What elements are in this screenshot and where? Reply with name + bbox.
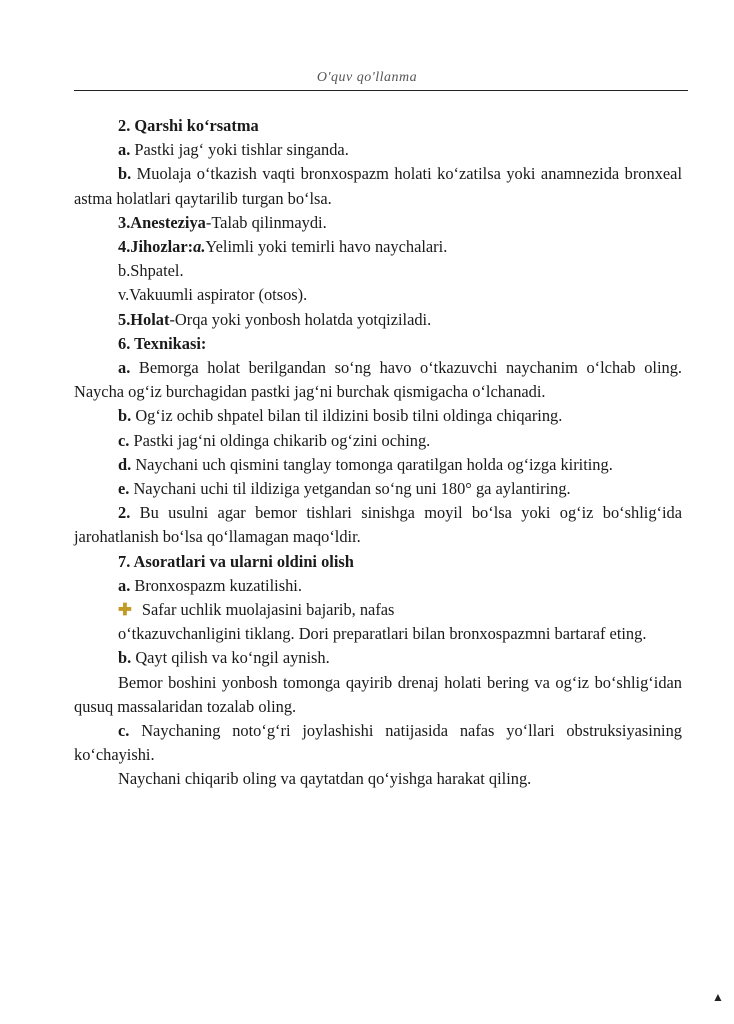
page-body xyxy=(74,114,682,792)
corner-arrow-icon: ▲ xyxy=(712,990,724,1004)
item-label: a. xyxy=(118,358,131,378)
complications-b-continuation: Bemor boshini yonbosh tomonga qayirib drenaj holati bering va og‘iz bo‘shlig‘idan qusuq massalaridan tozalab oling. xyxy=(74,672,682,716)
technique-item-b xyxy=(74,404,682,428)
item-label: b. xyxy=(118,406,132,426)
item-text: Og‘iz ochib shpatel bilan til ildizini bosib tilni oldinga chiqaring. xyxy=(131,406,563,426)
section-label: 4.Jihozlar: xyxy=(118,237,194,257)
technique-item-e xyxy=(74,477,682,501)
running-title: O'quv qo'llanma xyxy=(316,70,418,85)
section-contraindications-title: 2. Qarshi ko‘rsatma xyxy=(118,116,259,135)
technique-item-a xyxy=(74,356,682,404)
equipment-item-v: v.Vakuumli aspirator (otsos). xyxy=(118,285,308,305)
pin-bullet-icon: ✚ xyxy=(118,600,132,620)
item-text: Muolaja o‘tkazish vaqti bronxospazm holati ko‘zatilsa yoki anamnezida bronxeal astma holatlari qaytarilib turgan bo‘lsa. xyxy=(74,164,682,208)
section-anesthesia xyxy=(74,211,682,235)
bullet-text: Safar uchlik muolajasini bajarib, nafas xyxy=(137,600,395,620)
item-text: Bronxospazm kuzatilishi. xyxy=(130,575,302,595)
item-text: Pastki jag‘ni oldinga chikarib og‘zini oching. xyxy=(129,430,431,450)
item-label: d. xyxy=(118,454,132,474)
item-label: b. xyxy=(118,164,132,184)
section-technique-title: 6. Texnikasi: xyxy=(118,333,207,353)
item-text: Naychani uchi til ildiziga yetgandan so‘ng uni 180° ga aylantiring. xyxy=(129,479,571,499)
complications-item-b xyxy=(74,646,682,670)
technique-item-2 xyxy=(74,501,682,549)
item-label: c. xyxy=(118,721,130,741)
technique-item-c xyxy=(74,429,682,453)
item-label: a. xyxy=(118,140,131,160)
item-label: e. xyxy=(118,479,130,499)
complications-a-continuation: o‘tkazuvchanligini tiklang. Dori preparatlari bilan bronxospazmni bartaraf eting. xyxy=(118,624,647,644)
item-text: Qayt qilish va ko‘ngil aynish. xyxy=(131,648,330,668)
complications-bullet xyxy=(74,598,682,622)
section-complications-title: 7. Asoratlari va ularni oldini olish xyxy=(118,551,354,571)
contra-item-a xyxy=(74,138,682,162)
item-label: c. xyxy=(118,430,130,450)
item-label: 2. xyxy=(118,503,131,523)
item-text: Bemorga holat berilgandan so‘ng havo o‘tkazuvchi naychanim o‘lchab oling. Naycha og‘iz burchagidan pastki jag‘ni burchak qismigacha o‘lchanadi. xyxy=(74,358,682,402)
equipment-item-b: b.Shpatel. xyxy=(118,261,184,281)
item-text: Bu usulni agar bemor tishlari sinishga moyil bo‘lsa yoki og‘iz bo‘shlig‘ida jarohatlanish bo‘lsa qo‘llamagan maqo‘ldir. xyxy=(74,503,682,547)
complications-c-continuation: Naychani chiqarib oling va qaytatdan qo‘yishga harakat qiling. xyxy=(118,769,532,789)
item-text: Pastki jag‘ yoki tishlar singanda. xyxy=(130,140,349,160)
item-label: b. xyxy=(118,648,132,668)
item-text: Naychaning noto‘g‘ri joylashishi natijasida nafas yo‘llari obstruksiyasining ko‘chayishi. xyxy=(74,721,682,765)
section-label: 3.Anesteziya xyxy=(118,212,206,232)
section-position xyxy=(74,308,682,332)
complications-item-c xyxy=(74,719,682,767)
item-text: Yelimli yoki temirli havo naychalari. xyxy=(205,237,448,257)
section-text: -Talab qilinmaydi. xyxy=(205,212,327,232)
item-label: a. xyxy=(193,237,206,257)
item-label: a. xyxy=(118,575,131,595)
section-label: 5.Holat xyxy=(118,309,170,329)
contra-item-b xyxy=(74,162,682,210)
section-text: -Orqa yoki yonbosh holatda yotqiziladi. xyxy=(169,309,432,329)
section-equipment xyxy=(74,235,682,259)
item-text: Naychani uch qismini tanglay tomonga qaratilgan holda og‘izga kiriting. xyxy=(131,454,613,474)
header-rule xyxy=(74,90,688,91)
technique-item-d xyxy=(74,453,682,477)
complications-item-a xyxy=(74,574,682,598)
